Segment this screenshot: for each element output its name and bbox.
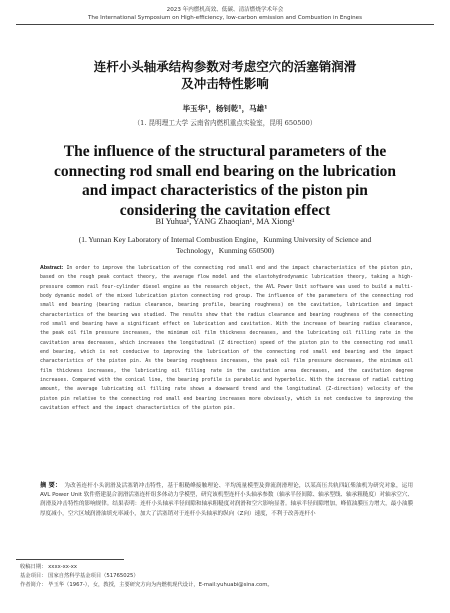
conference-title-en: The International Symposium on High-efficiency, low-carbon emission and Combustion in Engines — [87, 15, 362, 21]
english-affiliation — [0, 234, 450, 256]
english-title-line-3: and impact characteristics of the piston pin — [82, 182, 368, 199]
chinese-title-line-1: 连杆小头轴承结构参数对考虑空穴的活塞销润滑 — [93, 59, 357, 74]
english-abstract-label: Abstract: — [40, 265, 64, 271]
english-affiliation-line-1: (1. Yunnan Key Laboratory of Internal Combustion Engine，Kunming University of Science and — [78, 235, 372, 244]
english-authors: BI Yuhua¹, YANG Zhaoqian¹, MA Xiong¹ — [155, 217, 295, 226]
footnote-fund: 基金项目： 国家自然科学基金项目（51765025） — [20, 573, 139, 579]
chinese-authors: 毕玉华¹，杨钊乾¹，马雄¹ — [182, 104, 268, 113]
footnote-received-date: 收稿日期： xxxx-xx-xx — [20, 564, 78, 570]
chinese-affiliation: （1. 昆明理工大学 云南省内燃机重点实验室，昆明 650500） — [133, 119, 317, 127]
conference-title-cn: 2023 年内燃机高效、低碳、清洁燃烧学术年会 — [166, 7, 284, 13]
english-title-line-4: considering the cavitation effect — [119, 201, 331, 219]
running-header — [0, 6, 450, 22]
english-title — [0, 142, 450, 220]
chinese-title-line-2: 及冲击特性影响 — [181, 76, 269, 91]
footnote-author-intro: 作者简介： 毕玉华（1967-），女，教授，主要研究方向为内燃机现代设计，E-mail:yuhuabi@sina.com。 — [20, 582, 273, 588]
chinese-abstract — [40, 481, 413, 519]
header-rule — [16, 24, 434, 25]
chinese-abstract-label: 摘 要： — [40, 482, 62, 489]
english-affiliation-line-2: Technology，Kunming 650500) — [175, 246, 274, 255]
chinese-abstract-text: 为改善连杆小头润滑及活塞销冲击特性，基于粗糙峰接触理论、平均流量模型及弹流润滑理论，以某高压共轨四缸柴油机为研究对象，运用 AVL Power Unit 软件搭建混合润滑活塞连杆组多体动力学模型，研究该机型连杆小头轴承参数（轴承半径间隙、轴承型线、轴承粗糙度）对轴承空穴、润滑及冲击特性的影响规律。结果表明：连杆小头轴承半径间隙和轴承粗糙度对润滑和空穴影响显著。轴承半径间隙增加，峰值油膜压力增大，最小油膜厚度减小，空穴区域润滑油填充率减小，加大了活塞销对于连杆小头轴承的纵向（Z向）速度，不利于改善连杆小 — [40, 483, 414, 517]
english-title-line-2: connecting rod small end bearing on the lubrication — [53, 162, 397, 180]
english-title-line-1: The influence of the structural parameters of the — [63, 143, 387, 160]
footnote-rule — [16, 559, 124, 560]
english-abstract-text: In order to improve the lubrication of the connecting rod small end and the impact characteristics of the piston pin, based on the rough peak contact theory, the average flow model and the elastohydrodynamic lubrication theory, taking a high-pressure common rail four-cylinder diesel engine as the research object, the AVL Power Unit software was used to build a multi-body dynamic model of the mixed lubrication piston connecting rod group. The influence of the parameters of the connecting rod small end bearing (bearing radius clearance, bearing profile, bearing roughness) on the cavitation, lubrication and impact characteristics of the bearing was studied. The results show that the radius clearance and bearing roughness of the connecting rod small end bearing have a significant effect on lubrication and cavitation. With the increase of bearing radius clearance, the peak oil film pressure increases, the minimum oil film thickness decreases, and the lubricating oil filling rate in the cavitation area decreases, which increases the longitudinal (Z direction) speed of the piston pin to the connecting rod small end bearing, which is not conducive to improving the lubrication of the connecting rod small end bearing and the impact characteristics of the piston pin. As the bearing roughness increases, the peak oil film pressure decreases, the minimum oil film thickness increases, the lubricating oil filling rate in the cavitation area decreases, and the cavitation degree increases. Compared with the conical line, the bearing profile is parabolic and hyperbolic. With the increase of radial cutting amount, the average lubricating oil filling rate shows a downward trend and the longitudinal (Z-direction) velocity of the piston pin relative to the connecting rod small end bearing increases more obviously, which is not conducive to improving the cavitation effect and the impact characteristics of the piston pin. — [40, 265, 413, 412]
chinese-title — [0, 58, 450, 92]
english-abstract — [40, 264, 413, 414]
